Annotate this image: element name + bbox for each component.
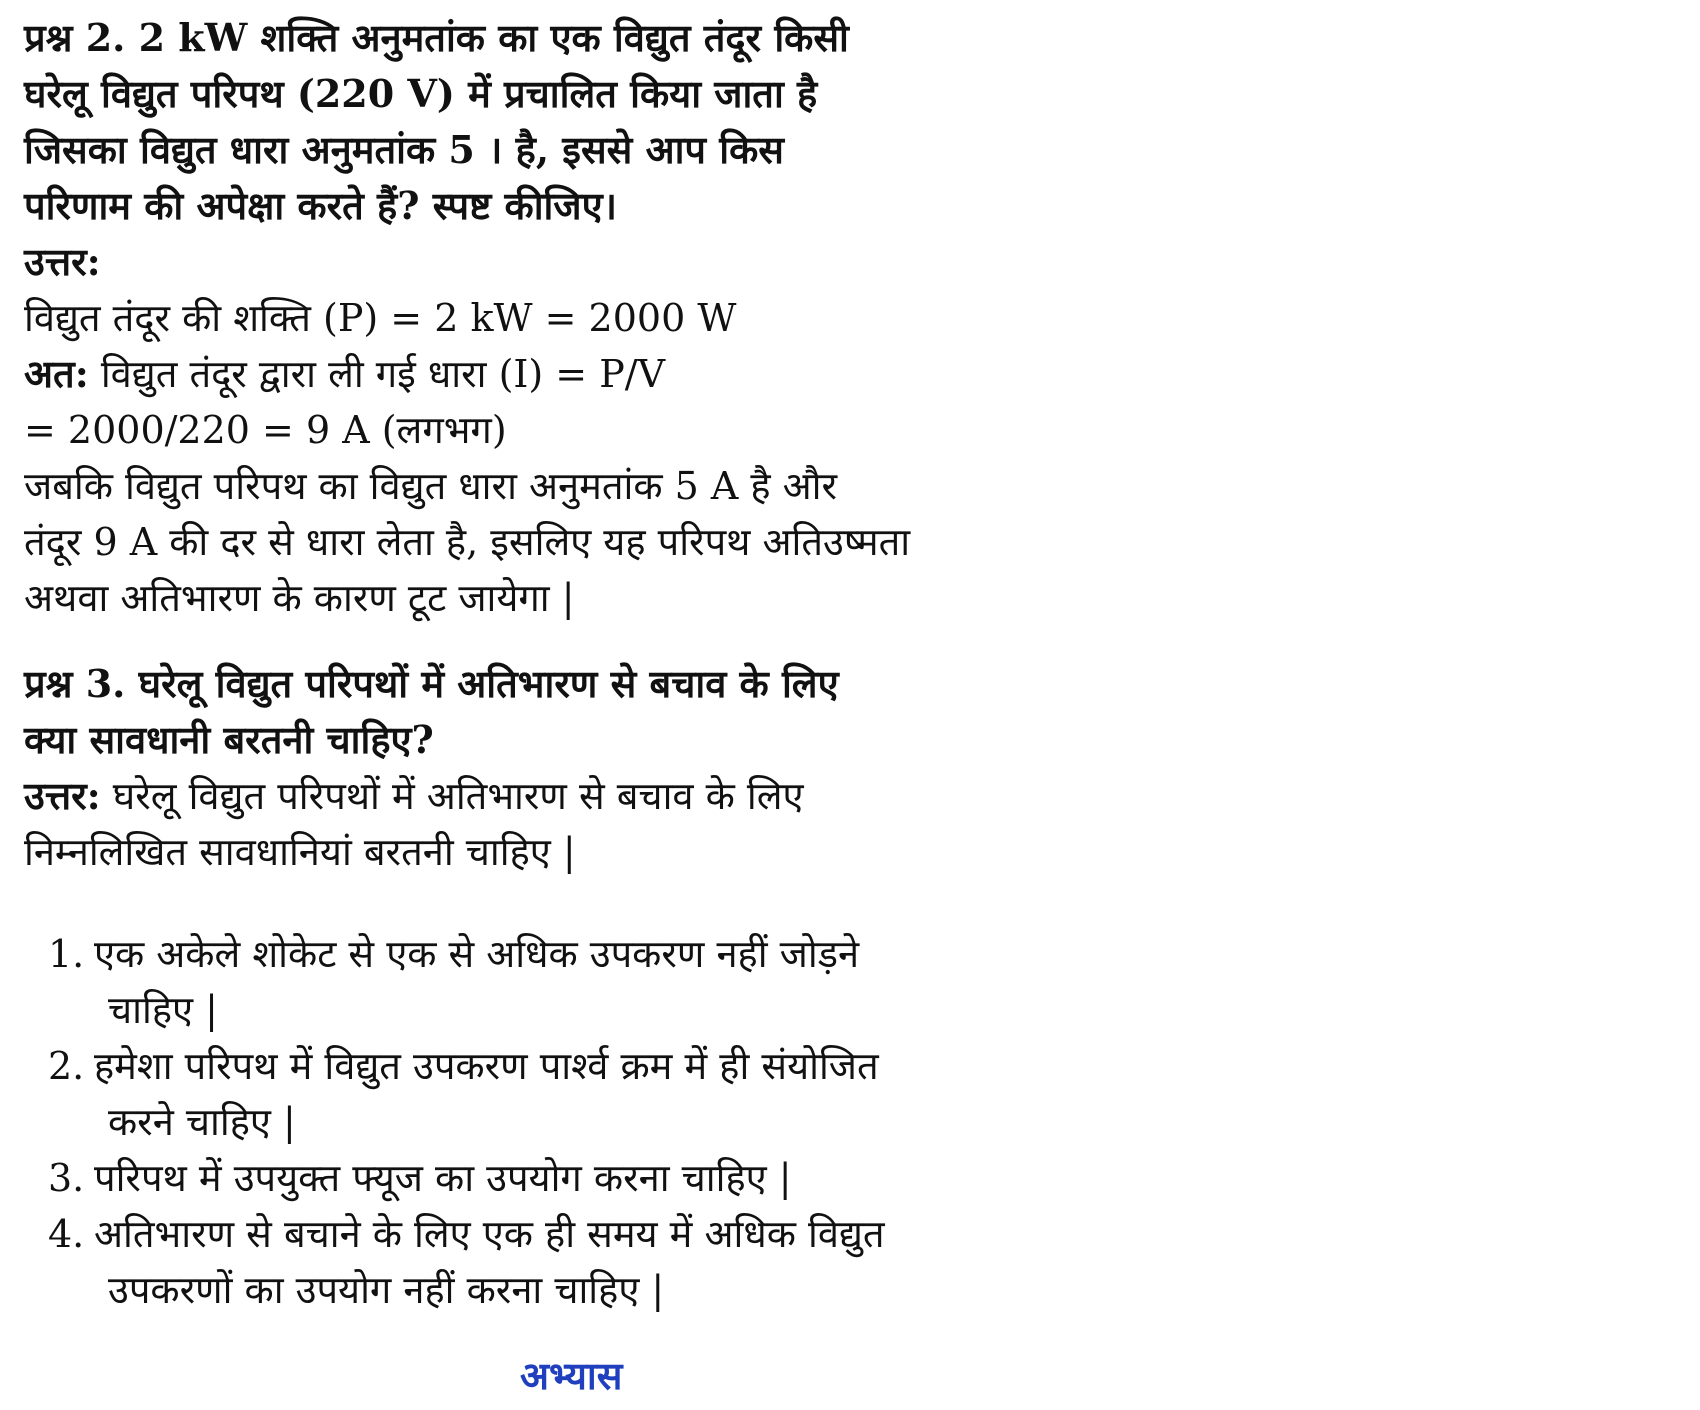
list-item-text-cont: उपकरणों का उपयोग नहीं करना चाहिए | bbox=[108, 1268, 665, 1312]
answer-2-line: तंदूर 9 A की दर से धारा लेता है, इसलिए यह परिपथ अतिउष्मता bbox=[24, 520, 911, 564]
question-3 bbox=[24, 656, 1664, 768]
list-item-text: अतिभारण से बचाने के लिए एक ही समय में अधिक विद्युत bbox=[94, 1212, 885, 1256]
list-item-number: 2. bbox=[48, 1044, 85, 1088]
question-2 bbox=[24, 10, 1664, 234]
answer-2-hence-label: अत: bbox=[24, 351, 89, 396]
document-page bbox=[24, 10, 1664, 1318]
answer-3-intro-line bbox=[24, 768, 1664, 824]
precautions-list bbox=[48, 926, 1664, 1318]
answer-2-line: जबकि विद्युत परिपथ का विद्युत धारा अनुमतांक 5 A है और bbox=[24, 464, 838, 508]
list-item-number: 3. bbox=[48, 1156, 85, 1200]
list-item-number: 4. bbox=[48, 1212, 85, 1256]
question-2-line: प्रश्न 2. 2 kW शक्ति अनुमतांक का एक विद्युत तंदूर किसी bbox=[24, 15, 849, 60]
answer-3 bbox=[24, 768, 1664, 880]
list-item-text: हमेशा परिपथ में विद्युत उपकरण पार्श्व क्रम में ही संयोजित bbox=[94, 1044, 879, 1088]
question-3-line: प्रश्न 3. घरेलू विद्युत परिपथों में अतिभारण से बचाव के लिए bbox=[24, 661, 839, 706]
list-item bbox=[48, 1206, 1664, 1318]
answer-2 bbox=[24, 234, 1664, 626]
answer-2-label: उत्तर: bbox=[24, 239, 101, 284]
list-item-text-cont: चाहिए | bbox=[108, 988, 218, 1032]
section-heading-exercise: अभ्यास bbox=[520, 1353, 623, 1398]
answer-2-power-line: विद्युत तंदूर की शक्ति (P) = 2 kW = 2000 W bbox=[24, 296, 737, 340]
list-item-text: परिपथ में उपयुक्त फ्यूज का उपयोग करना चाहिए | bbox=[94, 1156, 792, 1200]
answer-3-label: उत्तर: bbox=[24, 773, 101, 818]
list-item bbox=[48, 1038, 1664, 1150]
question-3-line: क्या सावधानी बरतनी चाहिए? bbox=[24, 717, 434, 762]
answer-3-intro-line-2: निम्नलिखित सावधानियां बरतनी चाहिए | bbox=[24, 830, 576, 874]
answer-2-current-text: विद्युत तंदूर द्वारा ली गई धारा (I) = P/V bbox=[88, 352, 666, 396]
answer-2-calc-line: = 2000/220 = 9 A (लगभग) bbox=[24, 408, 507, 452]
question-2-line: परिणाम की अपेक्षा करते हैं? स्पष्ट कीजिए। bbox=[24, 183, 617, 228]
list-item bbox=[48, 926, 1664, 1038]
list-item-text-cont: करने चाहिए | bbox=[108, 1100, 296, 1144]
list-item-text: एक अकेले शोकेट से एक से अधिक उपकरण नहीं जोड़ने bbox=[94, 932, 860, 976]
answer-3-intro-text: घरेलू विद्युत परिपथों में अतिभारण से बचाव के लिए bbox=[100, 774, 804, 818]
answer-2-current-line bbox=[24, 346, 1664, 402]
list-item bbox=[48, 1150, 1664, 1206]
question-2-line: घरेलू विद्युत परिपथ (220 V) में प्रचालित किया जाता है bbox=[24, 71, 818, 116]
question-2-line: जिसका विद्युत धारा अनुमतांक 5 । है, इससे आप किस bbox=[24, 127, 784, 172]
list-item-number: 1. bbox=[48, 932, 85, 976]
answer-2-line: अथवा अतिभारण के कारण टूट जायेगा | bbox=[24, 576, 575, 620]
